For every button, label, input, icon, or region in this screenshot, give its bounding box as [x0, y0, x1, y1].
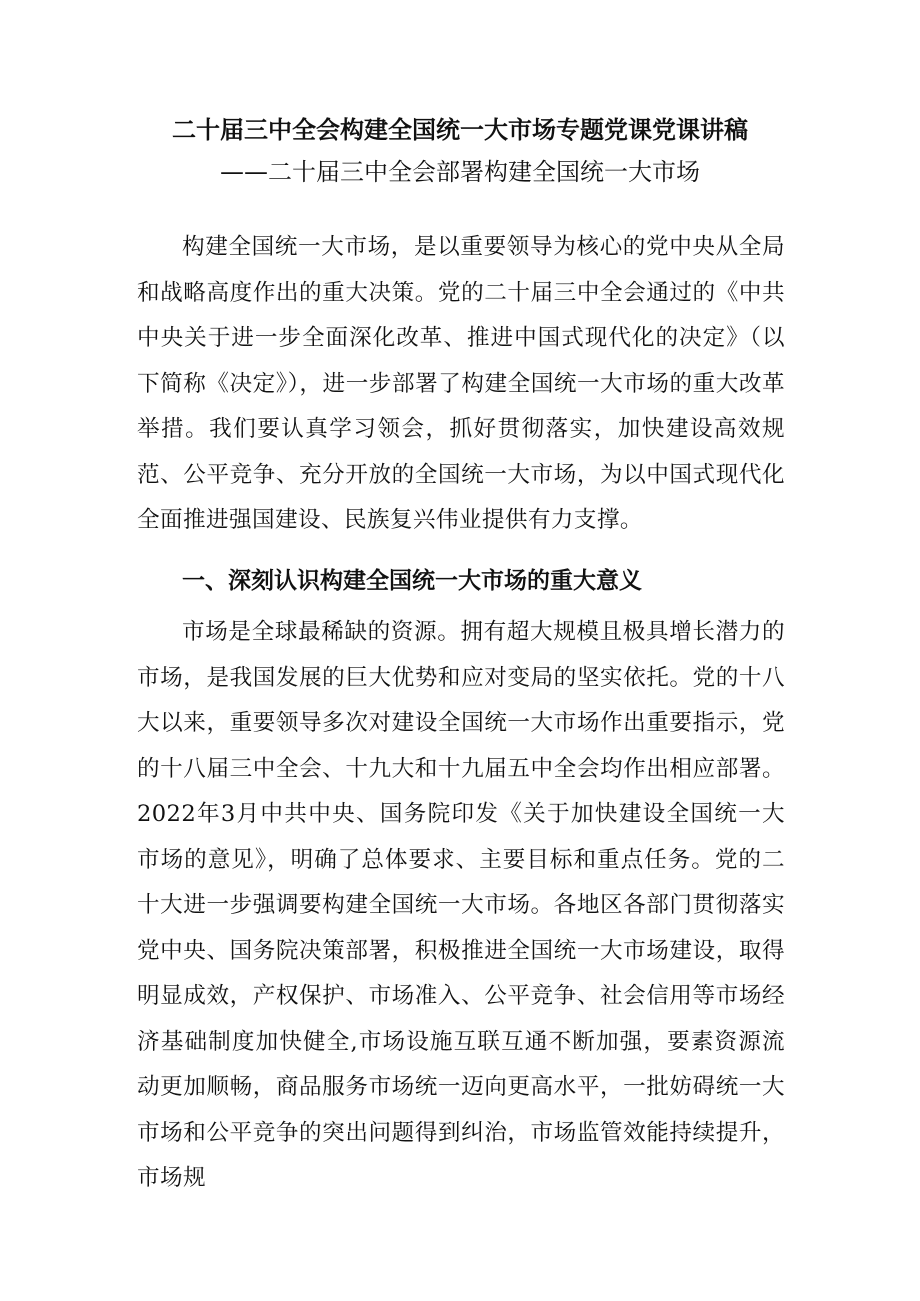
section-heading: 一、深刻认识构建全国统一大市场的重大意义	[182, 568, 642, 594]
section-paragraph: 市场是全球最稀缺的资源。拥有超大规模且极具增长潜力的市场，是我国发展的巨大优势和应对变局的坚实依托。党的十八大以来，重要领导多次对建设全国统一大市场作出重要指示，党的十八届三中全会、十九大和十九届五中全会均作出相应部署。2022年3月中共中央、国务院印发《关于加快建设全国统一大市场的意见》，明确了总体要求、主要目标和重点任务。党的二十大进一步强调要构建全国统一大市场。各地区各部门贯彻落实党中央、国务院决策部署，积极推进全国统一大市场建设，取得明显成效，产权保护、市场准入、公平竞争、社会信用等市场经济基础制度加快健全,市场设施互联互通不断加强，要素资源流动更加顺畅，商品服务市场统一迈向更高水平，一批妨碍统一大市场和公平竞争的突出问题得到纠治，市场监管效能持续提升，市场规	[137, 619, 785, 1191]
intro-paragraph: 构建全国统一大市场，是以重要领导为核心的党中央从全局和战略高度作出的重大决策。党的二十届三中全会通过的《中共中央关于进一步全面深化改革、推进中国式现代化的决定》（以下简称《决定》），进一步部署了构建全国统一大市场的重大改革举措。我们要认真学习领会，抓好贯彻落实，加快建设高效规范、公平竞争、充分开放的全国统一大市场，为以中国式现代化全面推进强国建设、民族复兴伟业提供有力支撑。	[137, 234, 785, 533]
document-subtitle: ——二十届三中全会部署构建全国统一大市场	[220, 158, 700, 186]
document-title: 二十届三中全会构建全国统一大市场专题党课党课讲稿	[172, 116, 748, 144]
